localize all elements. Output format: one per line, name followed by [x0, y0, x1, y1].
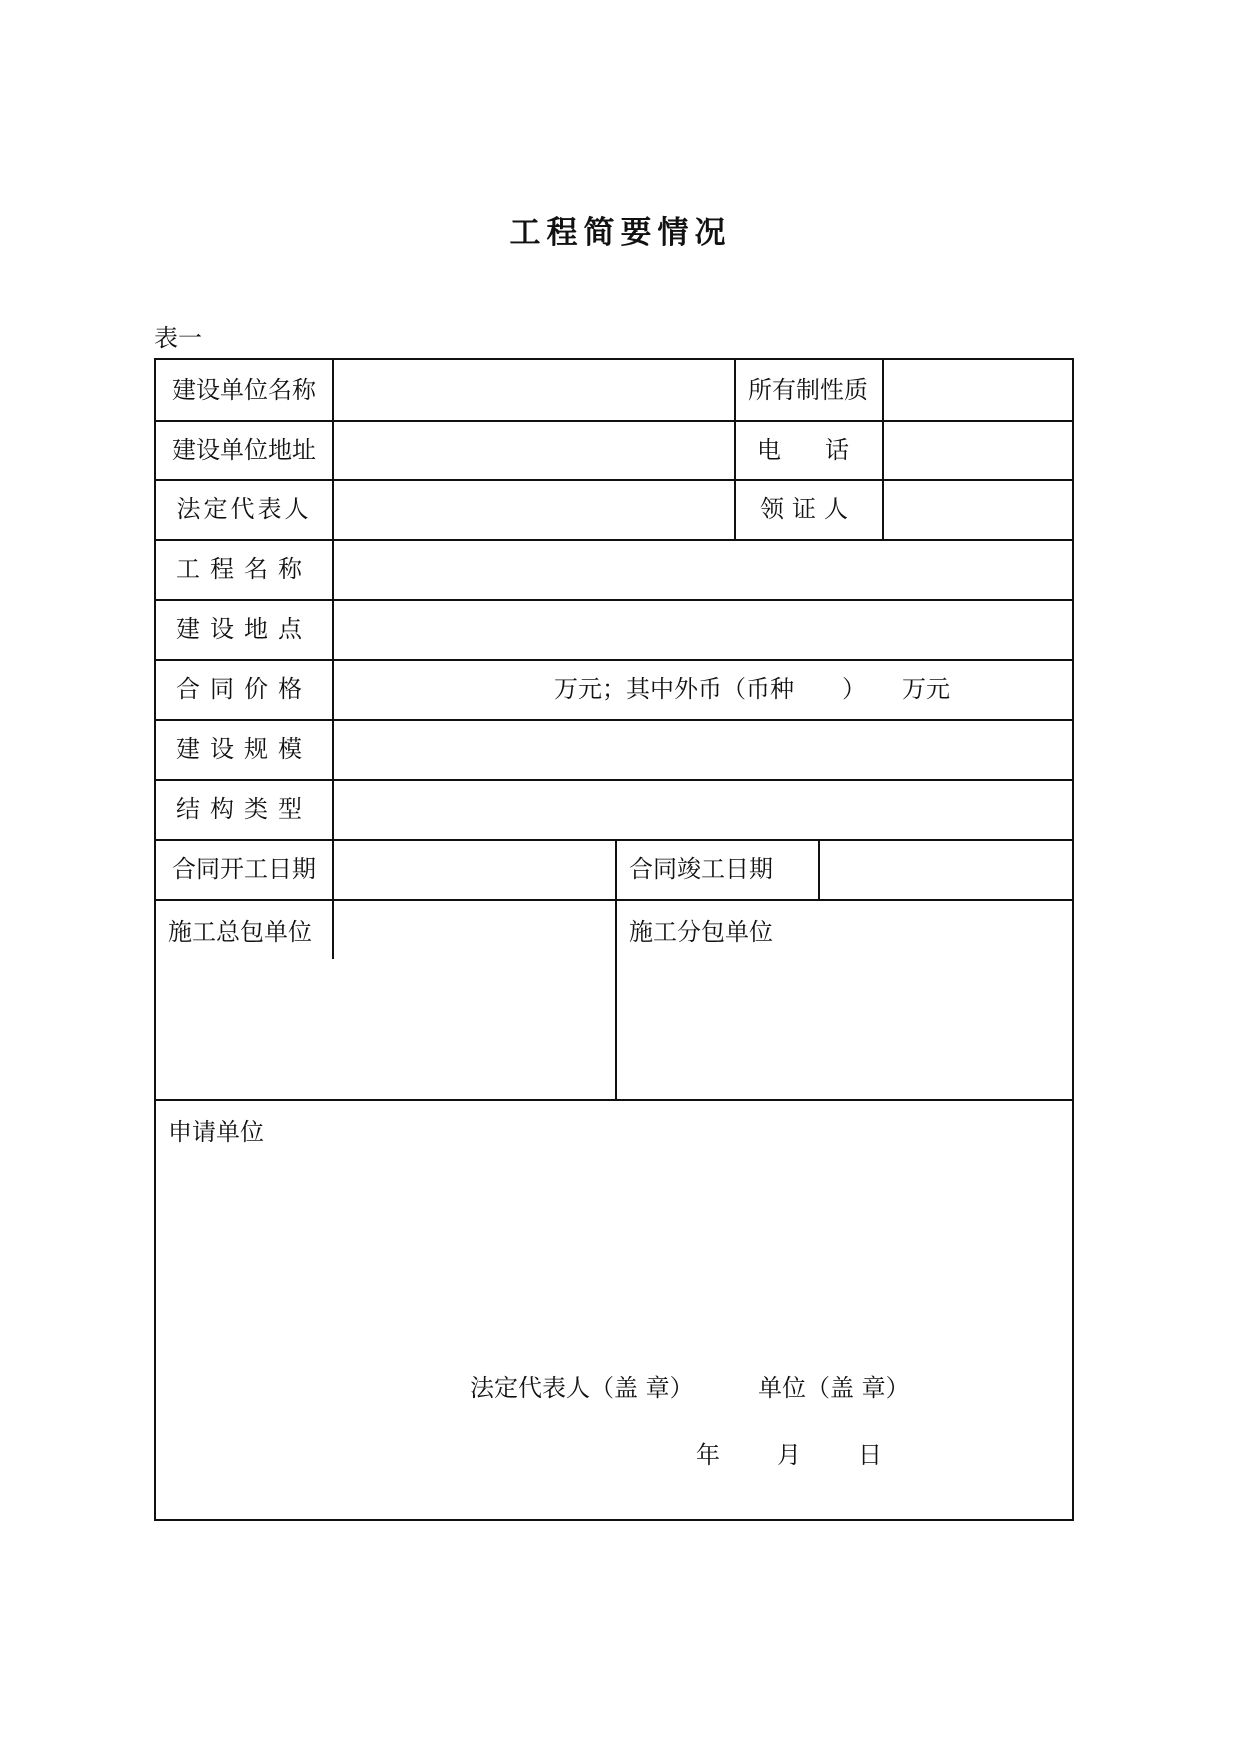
- date-line: 年 月 日: [696, 1441, 885, 1469]
- project-summary-form: [154, 358, 1074, 1521]
- unit-seal: 单位（盖 章）: [758, 1374, 910, 1402]
- phone-label: 电 话: [757, 436, 859, 464]
- start-date-label: 合同开工日期: [172, 855, 316, 883]
- contract-price-label: 合同价格: [176, 675, 312, 703]
- ownership-label: 所有制性质: [748, 376, 868, 404]
- structure-label: 结构类型: [176, 795, 312, 823]
- column-divider: [818, 839, 820, 899]
- builder-name-label: 建设单位名称: [172, 376, 316, 404]
- end-date-label: 合同竣工日期: [629, 855, 773, 883]
- column-divider: [332, 360, 334, 959]
- subcontractor-label: 施工分包单位: [629, 918, 773, 946]
- scale-label: 建设规模: [176, 735, 312, 763]
- document-title: 工程简要情况: [509, 215, 732, 251]
- column-divider: [615, 839, 617, 1099]
- legal-rep-seal: 法定代表人（盖 章）: [470, 1374, 694, 1402]
- column-divider: [882, 360, 884, 539]
- contract-price-text: 万元；其中外币（币种 ） 万元: [554, 675, 950, 703]
- license-receiver-label: 领证人: [760, 495, 856, 523]
- project-name-label: 工程名称: [176, 555, 312, 583]
- row-divider: [156, 899, 1072, 901]
- builder-address-label: 建设单位地址: [172, 436, 316, 464]
- table-label: 表一: [154, 324, 202, 352]
- row-divider: [156, 1099, 1072, 1101]
- location-label: 建设地点: [176, 615, 312, 643]
- general-contractor-label: 施工总包单位: [168, 918, 312, 946]
- applicant-label: 申请单位: [168, 1118, 264, 1146]
- legal-rep-label: 法定代表人: [176, 495, 312, 523]
